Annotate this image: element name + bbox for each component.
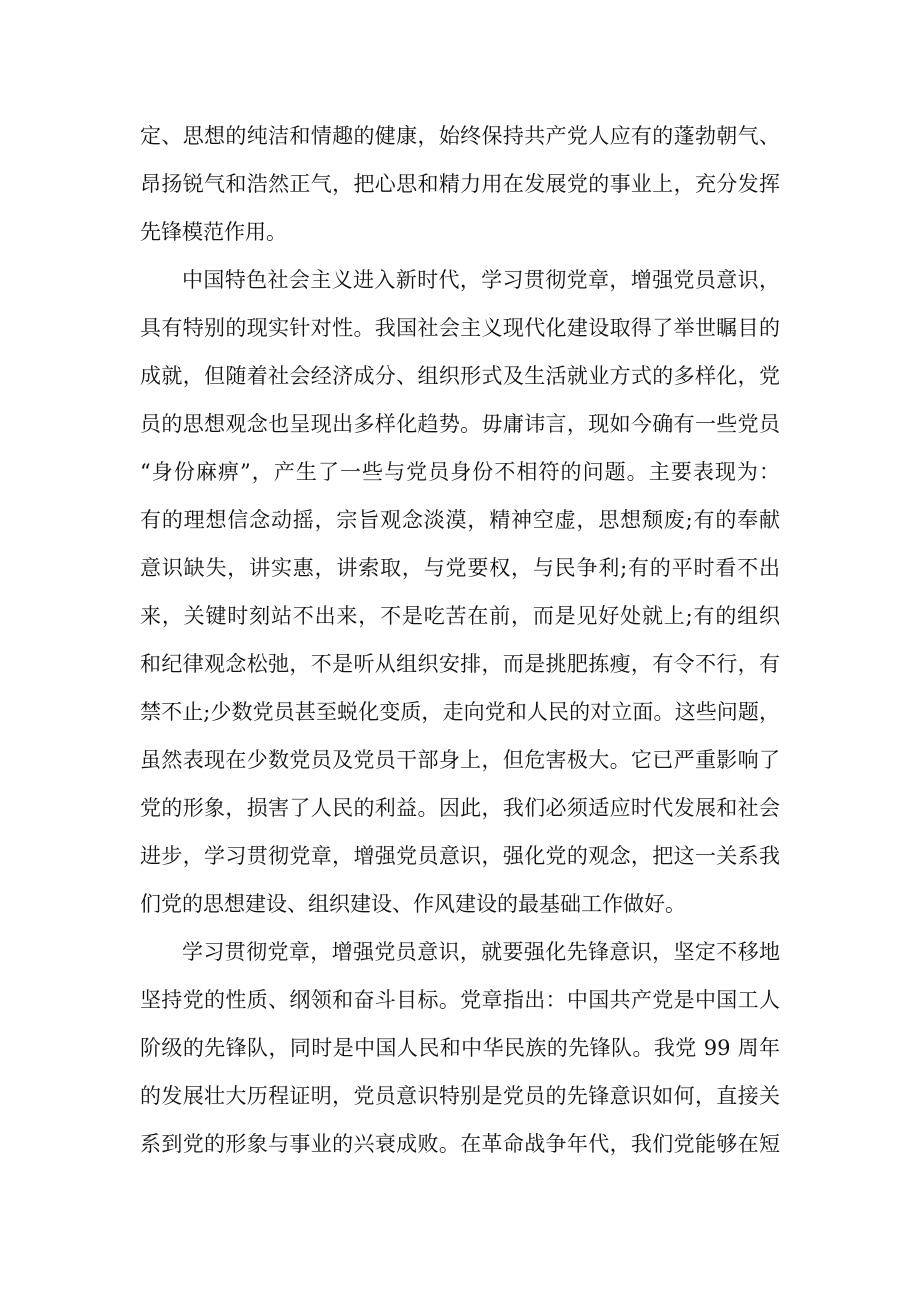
text-line: “身份麻痹”，产生了一些与党员身份不相符的问题。主要表现为： bbox=[140, 460, 780, 484]
text-line: 先锋模范作用。 bbox=[140, 220, 287, 244]
text-line: 进步，学习贯彻党章，增强党员意识，强化党的观念，把这一关系我 bbox=[140, 844, 780, 868]
text-line: 的发展壮大历程证明，党员意识特别是党员的先锋意识如何，直接关 bbox=[140, 1084, 780, 1108]
text-line: 意识缺失，讲实惠，讲索取，与党要权，与民争利;有的平时看不出 bbox=[140, 556, 780, 580]
text-line: 阶级的先锋队，同时是中国人民和中华民族的先锋队。我党 99 周年 bbox=[140, 1036, 780, 1060]
paragraph-3 bbox=[140, 928, 780, 1168]
text-line: 成就，但随着社会经济成分、组织形式及生活就业方式的多样化，党 bbox=[140, 364, 780, 388]
text-line: 昂扬锐气和浩然正气，把心思和精力用在发展党的事业上，充分发挥 bbox=[140, 172, 780, 196]
text-line: 来，关键时刻站不出来，不是吃苦在前，而是见好处就上;有的组织 bbox=[140, 604, 780, 628]
paragraph-1 bbox=[140, 112, 780, 256]
text-line: 定、思想的纯洁和情趣的健康，始终保持共产党人应有的蓬勃朝气、 bbox=[140, 124, 780, 148]
paragraph-2 bbox=[140, 256, 780, 928]
text-line: 中国特色社会主义进入新时代，学习贯彻党章，增强党员意识， bbox=[182, 268, 780, 292]
text-line: 有的理想信念动摇，宗旨观念淡漠，精神空虚，思想颓废;有的奉献 bbox=[140, 508, 780, 532]
text-line: 员的思想观念也呈现出多样化趋势。毋庸讳言，现如今确有一些党员 bbox=[140, 412, 780, 436]
text-line: 们党的思想建设、组织建设、作风建设的最基础工作做好。 bbox=[140, 892, 686, 916]
text-line: 党的形象，损害了人民的利益。因此，我们必须适应时代发展和社会 bbox=[140, 796, 780, 820]
text-line: 禁不止;少数党员甚至蜕化变质，走向党和人民的对立面。这些问题， bbox=[140, 700, 780, 724]
text-line: 虽然表现在少数党员及党员干部身上，但危害极大。它已严重影响了 bbox=[140, 748, 780, 772]
text-line: 坚持党的性质、纲领和奋斗目标。党章指出：中国共产党是中国工人 bbox=[140, 988, 780, 1012]
text-line: 具有特别的现实针对性。我国社会主义现代化建设取得了举世瞩目的 bbox=[140, 316, 780, 340]
text-line: 系到党的形象与事业的兴衰成败。在革命战争年代，我们党能够在短 bbox=[140, 1132, 780, 1156]
document-page bbox=[140, 112, 780, 1168]
text-line: 和纪律观念松弛，不是听从组织安排，而是挑肥拣瘦，有令不行，有 bbox=[140, 652, 780, 676]
text-line: 学习贯彻党章，增强党员意识，就要强化先锋意识，坚定不移地 bbox=[182, 940, 780, 964]
